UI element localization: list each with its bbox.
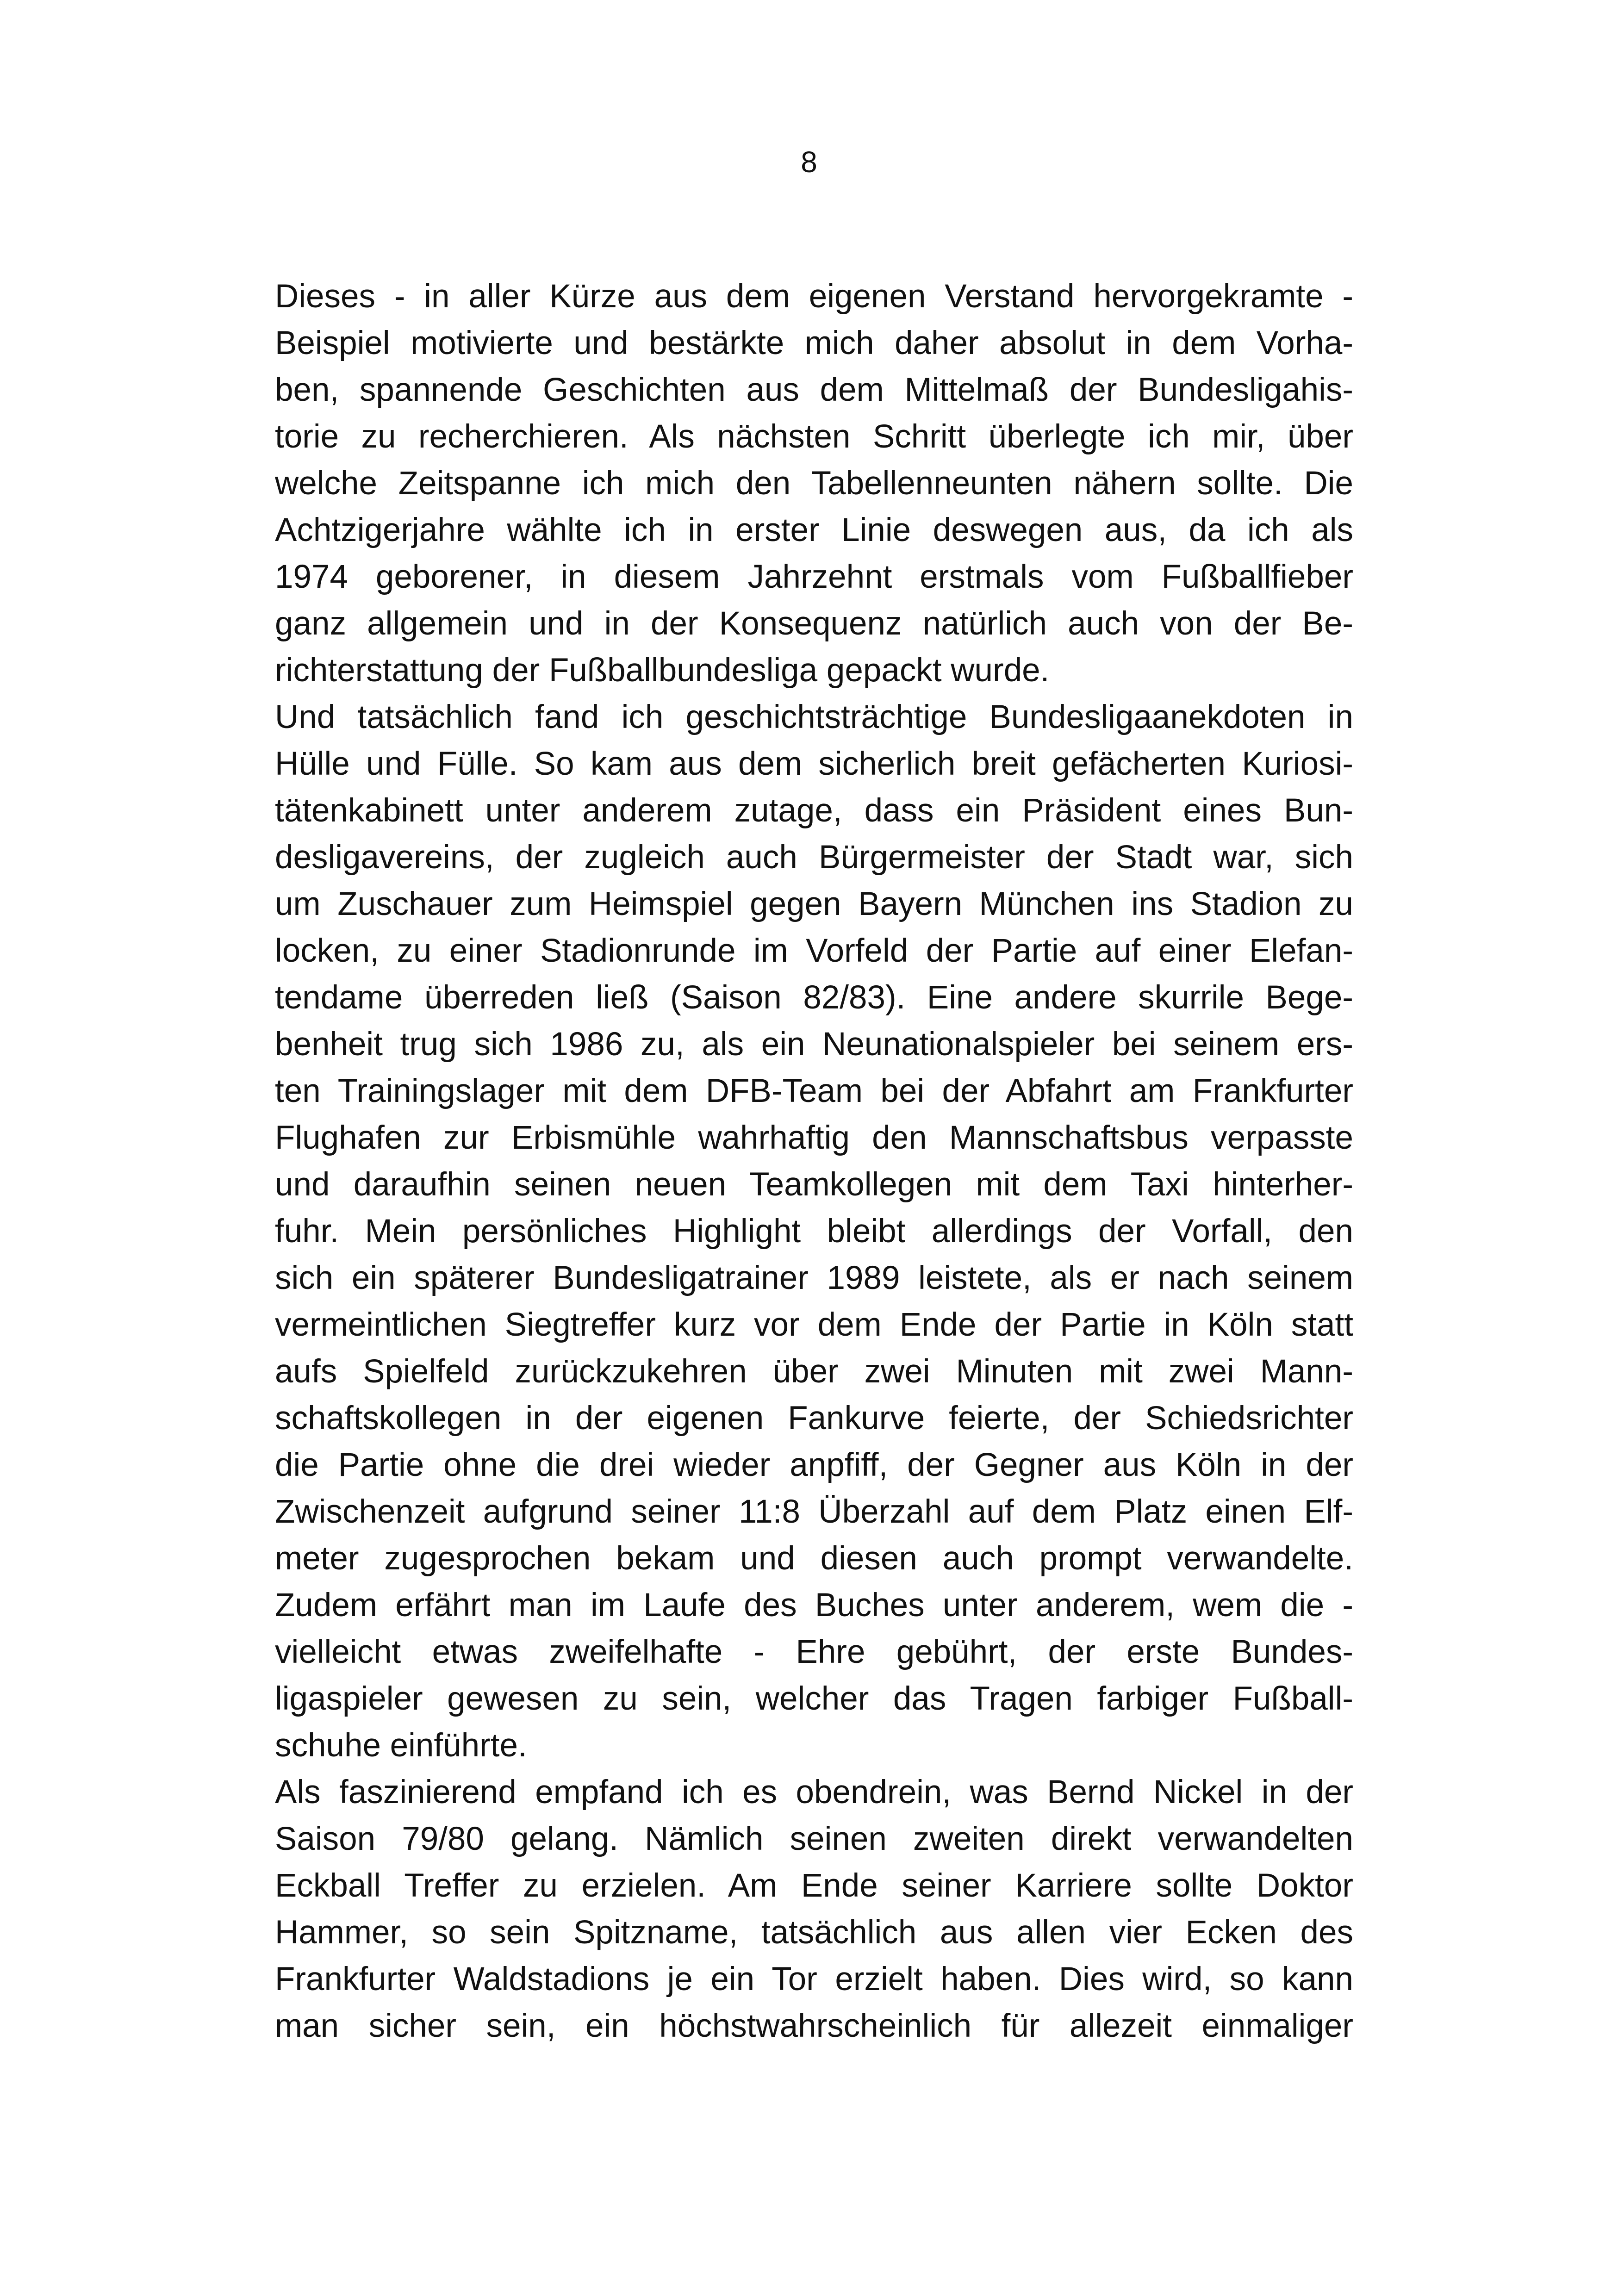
text-line: ganz allgemein und in der Konsequenz natürlich auch von der Be- (275, 605, 1353, 642)
text-line: Dieses - in aller Kürze aus dem eigenen Verstand hervorgekramte - (275, 278, 1353, 315)
text-line: und daraufhin seinen neuen Teamkollegen mit dem Taxi hinterher- (275, 1166, 1353, 1203)
text-line: ligaspieler gewesen zu sein, welcher das Tragen farbiger Fußball- (275, 1680, 1353, 1717)
text-line: tätenkabinett unter anderem zutage, dass ein Präsident eines Bun- (275, 792, 1353, 829)
text-line: vielleicht etwas zweifelhafte - Ehre gebührt, der erste Bundes- (275, 1634, 1353, 1670)
text-line: schuhe einführte. (275, 1727, 527, 1764)
text-line: Beispiel motivierte und bestärkte mich daher absolut in dem Vorha- (275, 325, 1353, 361)
text-line: welche Zeitspanne ich mich den Tabellenneunten nähern sollte. Die (275, 465, 1353, 502)
text-line: um Zuschauer zum Heimspiel gegen Bayern München ins Stadion zu (275, 886, 1353, 922)
text-line: Zudem erfährt man im Laufe des Buches unter anderem, wem die - (275, 1587, 1353, 1624)
text-line: sich ein späterer Bundesligatrainer 1989 leistete, als er nach seinem (275, 1260, 1353, 1296)
text-line: ten Trainingslager mit dem DFB-Team bei der Abfahrt am Frankfurter (275, 1073, 1353, 1109)
text-line: Achtzigerjahre wählte ich in erster Linie deswegen aus, da ich als (275, 512, 1353, 548)
text-line: torie zu recherchieren. Als nächsten Schritt überlegte ich mir, über (275, 418, 1353, 455)
text-line: Und tatsächlich fand ich geschichtsträchtige Bundesligaanekdoten in (275, 699, 1353, 735)
text-line: aufs Spielfeld zurückzukehren über zwei Minuten mit zwei Mann- (275, 1353, 1353, 1390)
text-line: desligavereins, der zugleich auch Bürgermeister der Stadt war, sich (275, 839, 1353, 876)
text-line: Als faszinierend empfand ich es obendrein, was Bernd Nickel in der (275, 1774, 1353, 1811)
text-line: vermeintlichen Siegtreffer kurz vor dem Ende der Partie in Köln statt (275, 1307, 1353, 1343)
text-line: Eckball Treffer zu erzielen. Am Ende seiner Karriere sollte Doktor (275, 1867, 1353, 1904)
text-line: die Partie ohne die drei wieder anpfiff, der Gegner aus Köln in der (275, 1447, 1353, 1483)
text-line: Hammer, so sein Spitzname, tatsächlich aus allen vier Ecken des (275, 1914, 1353, 1951)
paragraph (275, 694, 1353, 1769)
paragraph (275, 273, 1353, 694)
page-number: 8 (801, 145, 817, 179)
text-line: Hülle und Fülle. So kam aus dem sicherlich breit gefächerten Kuriosi- (275, 746, 1353, 782)
text-line: schaftskollegen in der eigenen Fankurve feierte, der Schiedsrichter (275, 1400, 1353, 1437)
text-line: Saison 79/80 gelang. Nämlich seinen zweiten direkt verwandelten (275, 1821, 1353, 1857)
text-line: locken, zu einer Stadionrunde im Vorfeld der Partie auf einer Elefan- (275, 933, 1353, 969)
text-line: Frankfurter Waldstadions je ein Tor erzielt haben. Dies wird, so kann (275, 1961, 1353, 1997)
text-line: benheit trug sich 1986 zu, als ein Neunationalspieler bei seinem ers- (275, 1026, 1353, 1063)
text-line: tendame überreden ließ (Saison 82/83). Eine andere skurrile Bege- (275, 979, 1353, 1016)
text-line: ben, spannende Geschichten aus dem Mittelmaß der Bundesligahis- (275, 372, 1353, 408)
text-line: man sicher sein, ein höchstwahrscheinlich für allezeit einmaliger (275, 2008, 1353, 2044)
text-line: Zwischenzeit aufgrund seiner 11:8 Überzahl auf dem Platz einen Elf- (275, 1493, 1353, 1530)
text-line: 1974 geborener, in diesem Jahrzehnt erstmals vom Fußballfieber (275, 559, 1353, 595)
text-line: meter zugesprochen bekam und diesen auch prompt verwandelte. (275, 1540, 1353, 1577)
body-text (275, 273, 1353, 2049)
paragraph (275, 1769, 1353, 2049)
text-line: richterstattung der Fußballbundesliga gepackt wurde. (275, 652, 1050, 689)
text-line: Flughafen zur Erbismühle wahrhaftig den Mannschaftsbus verpasste (275, 1120, 1353, 1156)
text-line: fuhr. Mein persönliches Highlight bleibt allerdings der Vorfall, den (275, 1213, 1353, 1250)
